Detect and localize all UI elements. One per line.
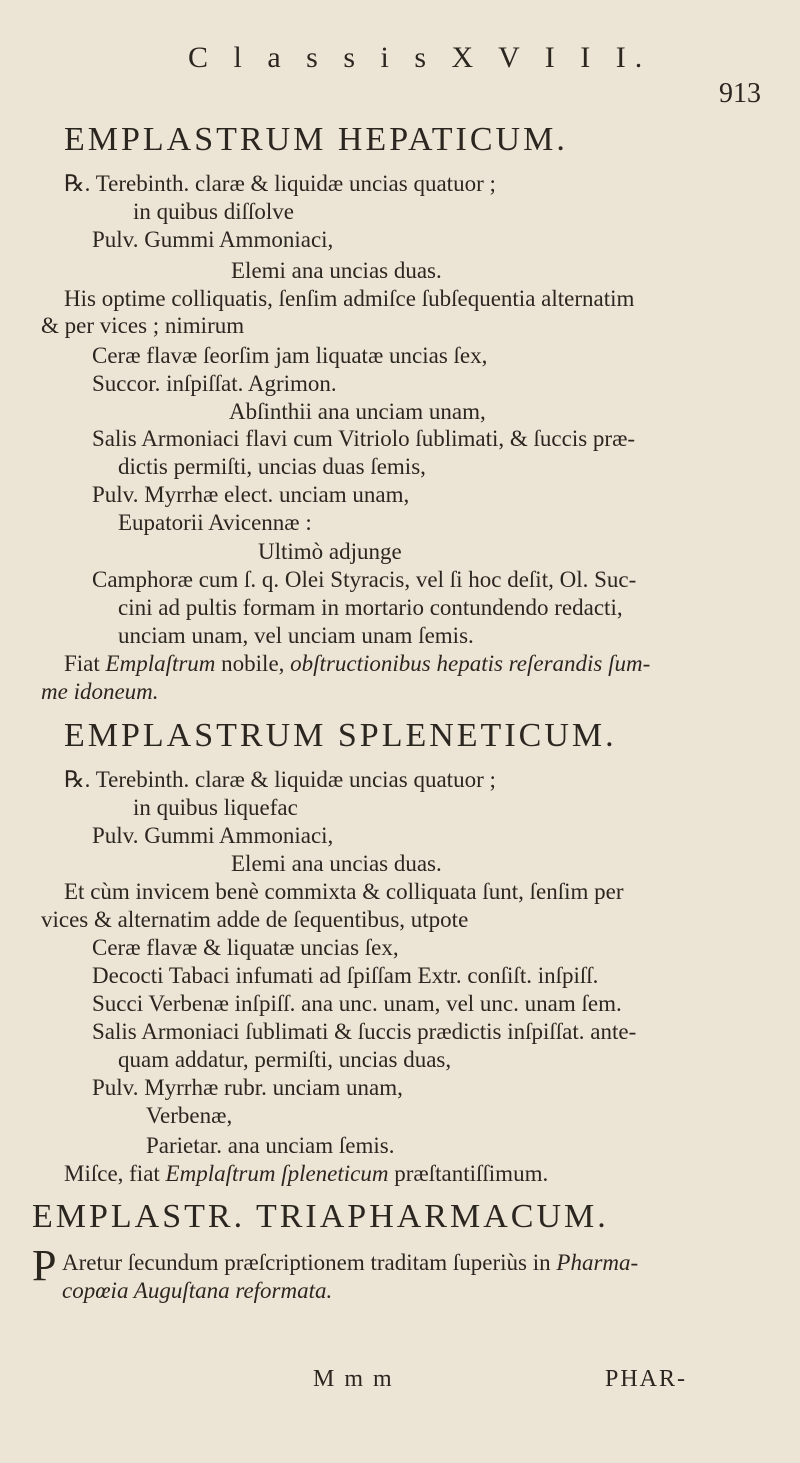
signature-mark: M m m <box>313 1366 394 1392</box>
section-title-spleneticum: EMPLASTRUM SPLENETICUM. <box>64 717 617 754</box>
catchword: PHAR- <box>605 1366 688 1392</box>
recipe-line: cini ad pultis formam in mortario contundendo redacti, <box>118 595 623 620</box>
recipe-line: Pulv. Myrrhæ elect. unciam unam, <box>92 482 410 507</box>
page-number: 913 <box>719 78 761 109</box>
section-title-triapharmacum: EMPLASTR. TRIAPHARMACUM. <box>32 1198 609 1235</box>
recipe-line: Ceræ flavæ & liquatæ uncias ſex, <box>92 935 399 960</box>
body-line: Aretur ſecundum præſcriptionem traditam ſuperiùs in Pharma- <box>62 1250 639 1275</box>
recipe-line: Salis Armoniaci ſublimati & ſuccis prædictis inſpiſſat. ante- <box>92 1019 637 1044</box>
recipe-line: Verbenæ, <box>146 1103 233 1128</box>
recipe-line: Elemi ana uncias duas. <box>231 258 442 283</box>
body-line-cont: copœia Auguſtana reformata. <box>62 1278 333 1303</box>
recipe-line: Pulv. Gummi Ammoniaci, <box>92 227 334 252</box>
drop-cap: P <box>32 1241 57 1290</box>
recipe-line: Succi Verbenæ inſpiſſ. ana unc. unam, vel unc. unam ſem. <box>92 991 622 1016</box>
recipe-line: in quibus liquefac <box>133 795 298 820</box>
recipe-line: quam addatur, permiſti, uncias duas, <box>118 1047 452 1072</box>
recipe-line: unciam unam, vel unciam unam ſemis. <box>118 623 474 648</box>
closing-paragraph-cont: me idoneum. <box>41 679 159 704</box>
recipe-line: His optime colliquatis, ſenſim admiſce ſubſequentia alternatim <box>64 286 635 311</box>
recipe-line: Succor. inſpiſſat. Agrimon. <box>92 371 337 396</box>
closing-paragraph: Miſce, fiat Emplaſtrum ſpleneticum præſtantiſſimum. <box>64 1161 549 1186</box>
section-title-hepaticum: EMPLASTRUM HEPATICUM. <box>64 121 568 158</box>
recipe-line: Abſinthii ana unciam unam, <box>229 399 486 424</box>
recipe-line: Salis Armoniaci flavi cum Vitriolo ſublimati, & ſuccis præ- <box>92 426 636 451</box>
recipe-line: in quibus diſſolve <box>133 199 294 224</box>
recipe-line: dictis permiſti, uncias duas ſemis, <box>118 454 426 479</box>
running-head: C l a s s i s X V I I I. <box>188 41 652 74</box>
recipe-line: Camphoræ cum ſ. q. Olei Styracis, vel ſi hoc deſit, Ol. Suc- <box>92 567 637 592</box>
recipe-line: ℞. Terebinth. claræ & liquidæ uncias quatuor ; <box>64 767 496 792</box>
closing-paragraph: Fiat Emplaſtrum nobile, obſtructionibus hepatis reſerandis ſum- <box>64 651 651 676</box>
recipe-line: Pulv. Myrrhæ rubr. unciam unam, <box>92 1075 403 1100</box>
recipe-line: vices & alternatim adde de ſequentibus, utpote <box>41 907 469 932</box>
recipe-line: Elemi ana uncias duas. <box>231 851 442 876</box>
recipe-line: Ceræ flavæ ſeorſim jam liquatæ uncias ſex, <box>92 343 488 368</box>
recipe-line: Ultimò adjunge <box>258 539 402 564</box>
recipe-line: Pulv. Gummi Ammoniaci, <box>92 823 334 848</box>
recipe-line: Et cùm invicem benè commixta & colliquata ſunt, ſenſim per <box>64 879 624 904</box>
recipe-line: & per vices ; nimirum <box>41 313 245 338</box>
recipe-line: Eupatorii Avicennæ : <box>118 510 312 535</box>
recipe-line: Parietar. ana unciam ſemis. <box>146 1133 395 1158</box>
recipe-line: Decocti Tabaci infumati ad ſpiſſam Extr. conſiſt. inſpiſſ. <box>92 963 599 988</box>
recipe-line: ℞. Terebinth. claræ & liquidæ uncias quatuor ; <box>64 171 496 196</box>
